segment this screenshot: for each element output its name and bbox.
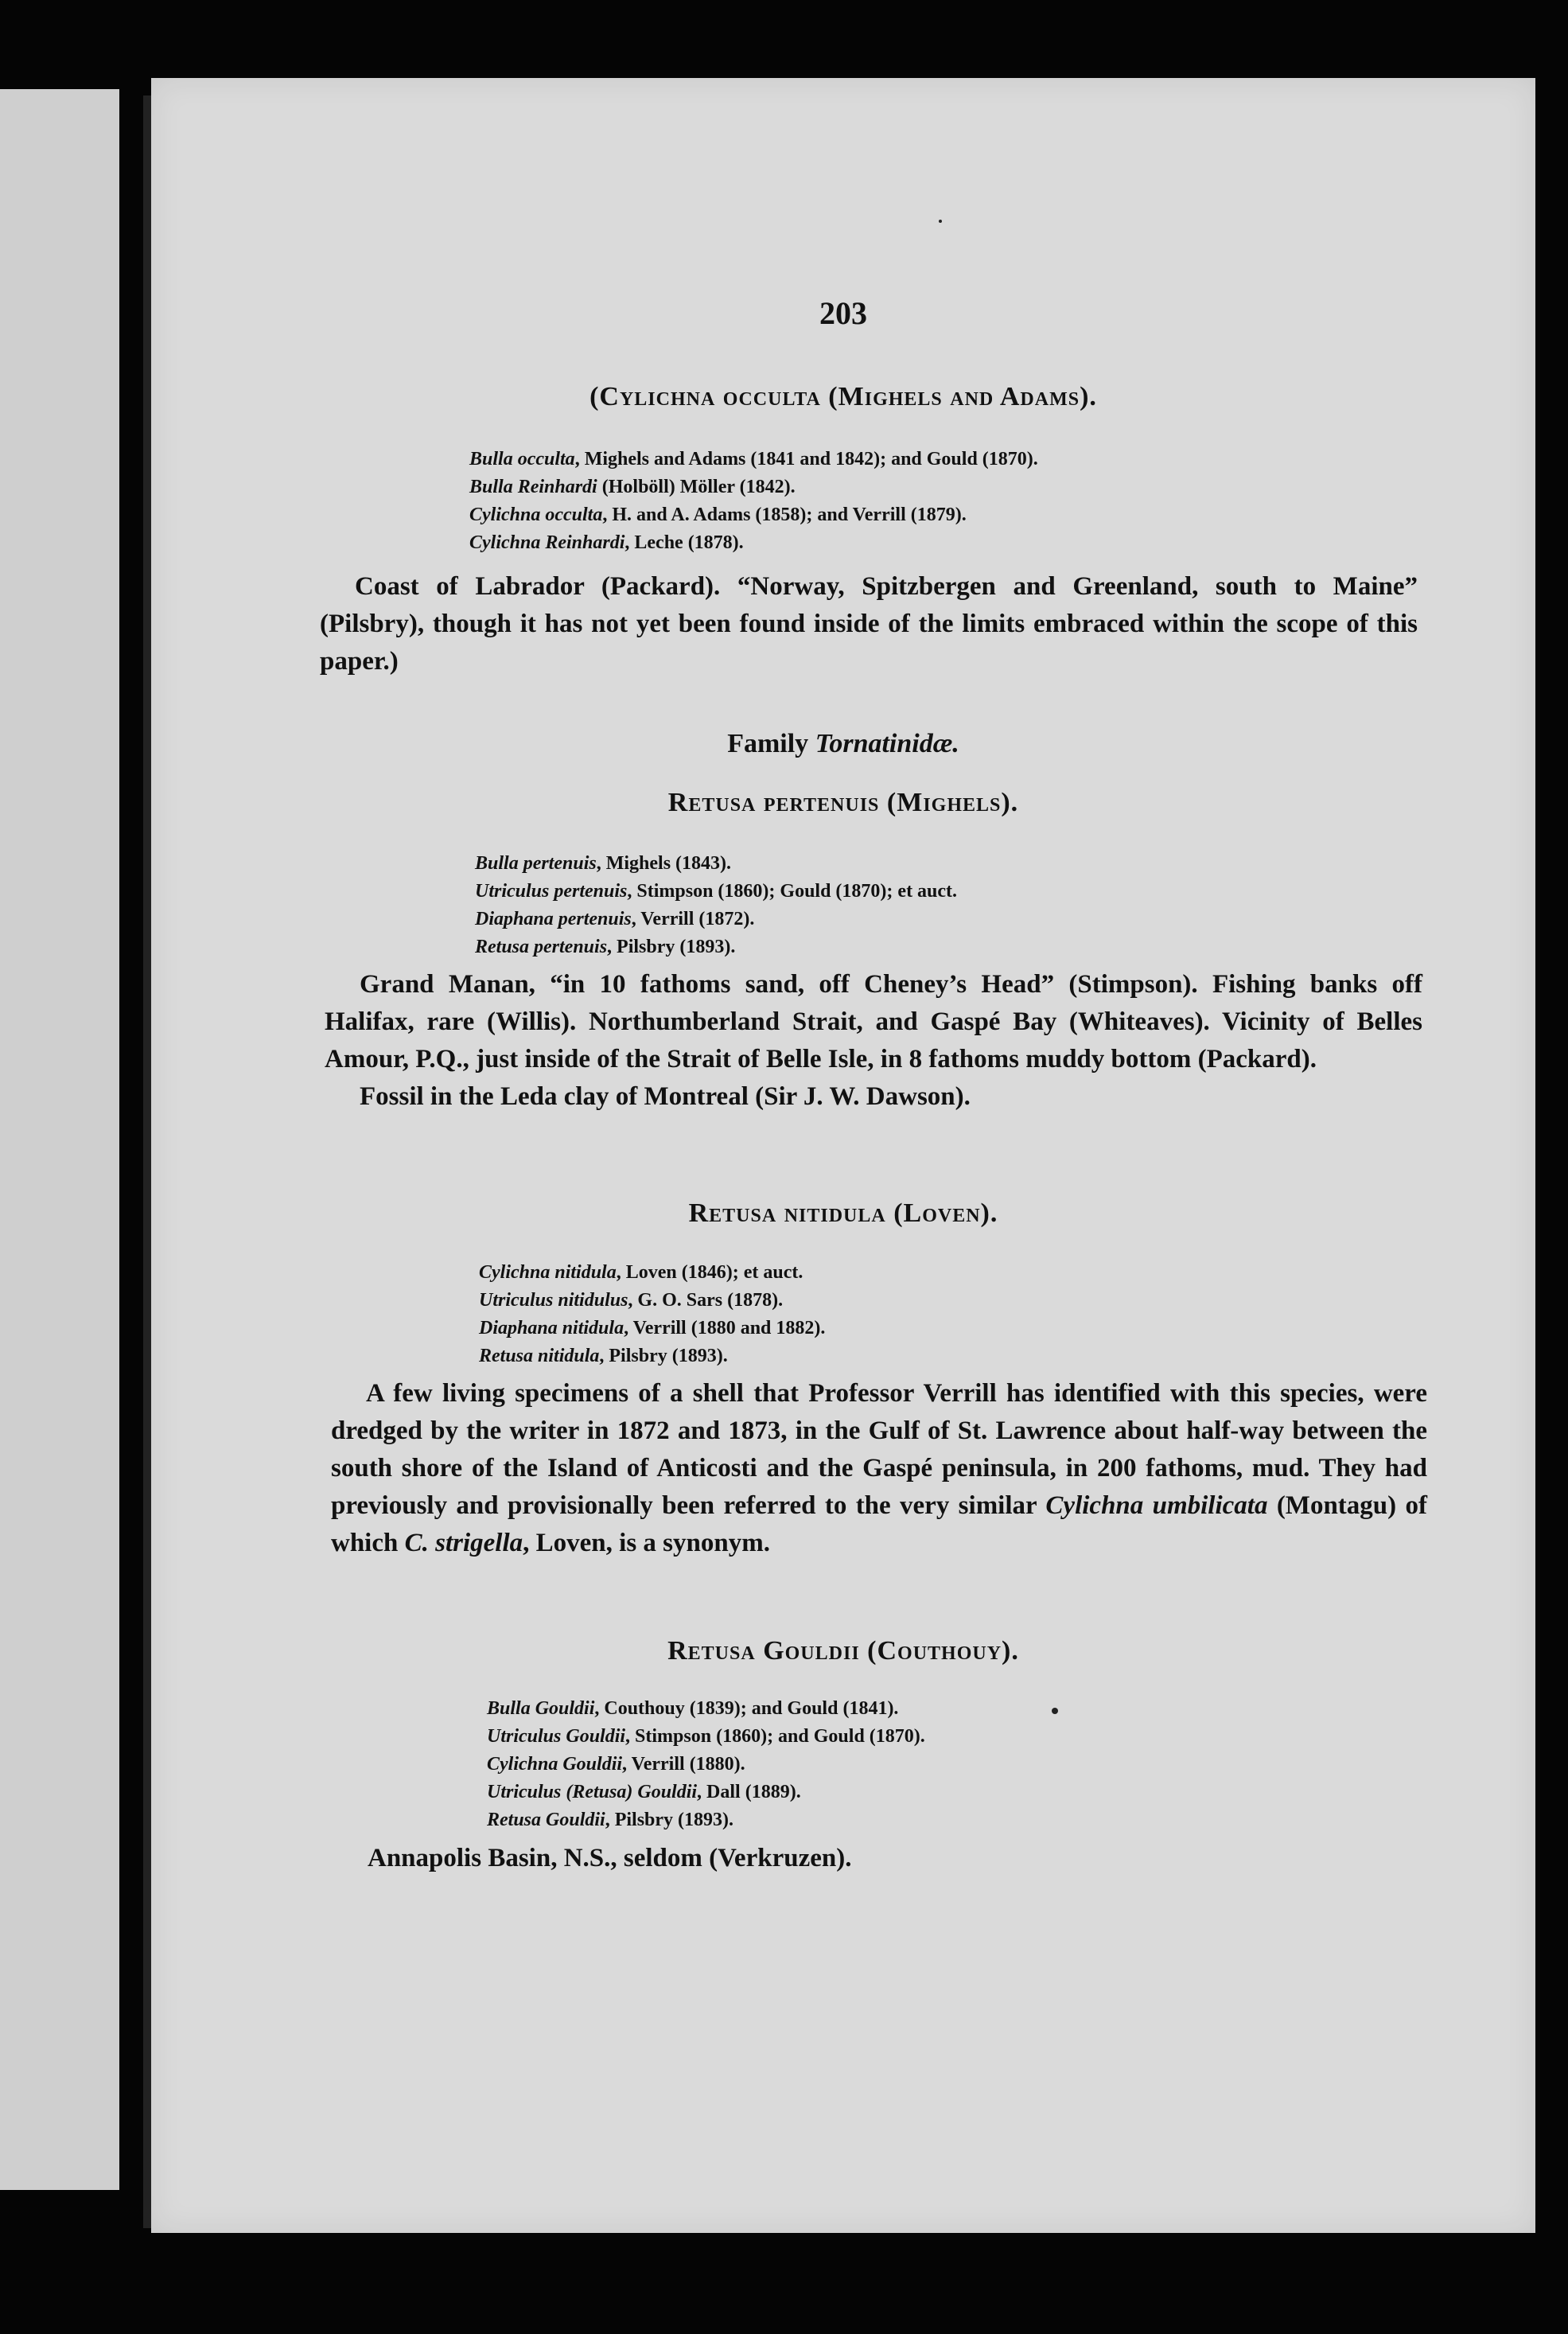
paragraph-retusa-nitidula: A few living specimens of a shell that Professor Verrill has identified with this species, were dredged by the writer in 1872 and 1873, in the Gulf of St. Lawrence about half-way between the south shore of the Island of Anticosti and the Gaspé peninsula, in 200 fathoms, mud. They had previously and provisionally been referred to the very similar Cylichna umbilicata (Montagu) of which C. strigella, Loven, is a synonym.	[331, 1379, 1427, 1557]
synonym-entry: Utriculus (Retusa) Gouldii, Dall (1889).	[487, 1782, 801, 1802]
synonym-entry: Bulla occulta, Mighels and Adams (1841 and 1842); and Gould (1870).	[469, 449, 1038, 470]
section-heading-cylichna-occulta: (Cylichna occulta (Mighels and Adams).	[589, 382, 1097, 411]
synonym-entry: Cylichna Gouldii, Verrill (1880).	[487, 1754, 745, 1775]
synonymy-list-retusa-nitidula	[479, 1259, 825, 1370]
family-heading: Family Tornatinidæ.	[727, 729, 959, 758]
synonym-entry: Retusa Gouldii, Pilsbry (1893).	[487, 1810, 734, 1830]
synonym-entry: Utriculus pertenuis, Stimpson (1860); Gould (1870); et auct.	[475, 881, 958, 902]
synonym-entry: Bulla pertenuis, Mighels (1843).	[475, 853, 732, 874]
synonymy-list-cylichna-occulta	[469, 446, 1038, 557]
synonym-entry: Bulla Reinhardi (Holböll) Möller (1842).	[469, 477, 796, 497]
synonym-entry: Retusa nitidula, Pilsbry (1893).	[479, 1346, 728, 1366]
synonym-entry: Diaphana nitidula, Verrill (1880 and 1882).	[479, 1318, 826, 1338]
adjacent-page	[0, 89, 119, 2190]
paragraph-cylichna-occulta: Coast of Labrador (Packard). “Norway, Spitzbergen and Greenland, south to Maine” (Pilsbry), though it has not yet been found inside of the limits embraced within the scope of this paper.)	[320, 572, 1418, 676]
synonym-entry: Diaphana pertenuis, Verrill (1872).	[475, 909, 755, 929]
ink-speck	[939, 220, 942, 223]
ink-speck	[1052, 1708, 1058, 1714]
document-page	[151, 78, 1535, 2233]
section-heading-retusa-pertenuis: Retusa pertenuis (Mighels).	[667, 788, 1019, 817]
synonym-entry: Utriculus nitidulus, G. O. Sars (1878).	[479, 1290, 784, 1311]
paragraph-retusa-gouldii: Annapolis Basin, N.S., seldom (Verkruzen).	[368, 1844, 852, 1872]
section-heading-retusa-nitidula: Retusa nitidula (Loven).	[688, 1198, 998, 1228]
synonym-entry: Cylichna Reinhardi, Leche (1878).	[469, 532, 744, 553]
synonym-entry: Bulla Gouldii, Couthouy (1839); and Gould (1841).	[487, 1698, 899, 1719]
synonymy-list-retusa-pertenuis	[475, 850, 957, 961]
synonym-entry: Cylichna nitidula, Loven (1846); et auct.	[479, 1262, 803, 1283]
synonymy-list-retusa-gouldii	[487, 1695, 925, 1834]
section-heading-retusa-gouldii: Retusa Gouldii (Couthouy).	[667, 1636, 1019, 1666]
page-number: 203	[819, 295, 867, 331]
synonym-entry: Utriculus Gouldii, Stimpson (1860); and Gould (1870).	[487, 1726, 925, 1747]
synonym-entry: Cylichna occulta, H. and A. Adams (1858); and Verrill (1879).	[469, 505, 967, 525]
paragraph-retusa-pertenuis: Grand Manan, “in 10 fathoms sand, off Cheney’s Head” (Stimpson). Fishing banks off Halifax, rare (Willis). Northumberland Strait, and Gaspé Bay (Whiteaves). Vicinity of Belles Amour, P.Q., just inside of the Strait of Belle Isle, in 8 fathoms muddy bottom (Packard). Fossil in the Leda clay of Montreal (Sir J. W. Dawson).	[325, 970, 1422, 1111]
synonym-entry: Retusa pertenuis, Pilsbry (1893).	[475, 937, 736, 957]
